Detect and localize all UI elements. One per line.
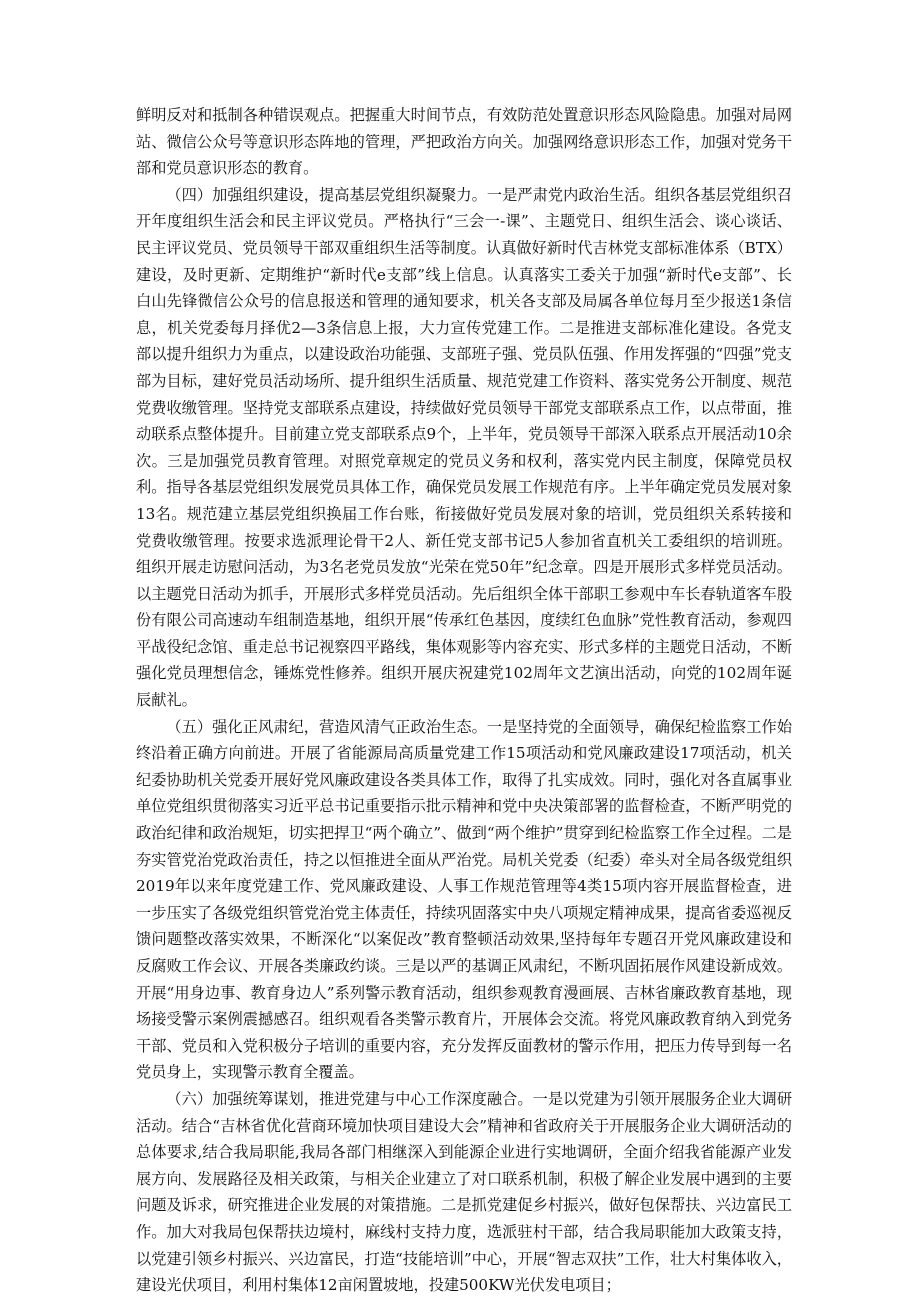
document-page (136, 102, 792, 1299)
paragraph-section-6-integration: （六）加强统筹谋划，推进党建与中心工作深度融合。一是以党建为引领开展服务企业大调研活动。结合“吉林省优化营商环境加快项目建设大会”精神和省政府关于开展服务企业大调研活动的总体要求,结合我局职能,我局各部门相继深入到能源企业进行实地调研，全面介绍我省能源产业发展方向、发展路径及相关政策，与相关企业建立了对口联系机制，积极了解企业发展中遇到的主要问题及诉求，研究推进企业发展的对策措施。二是抓党建促乡村振兴，做好包保帮扶、兴边富民工作。加大对我局包保帮扶边境村，麻线村支持力度，选派驻村干部，结合我局职能加大政策支持，以党建引领乡村振兴、兴边富民，打造“技能培训”中心，开展“智志双扶”工作，壮大村集体收入，建设光伏项目，利用村集体12亩闲置坡地，投建500KW光伏发电项目； (136, 1089, 792, 1295)
paragraph-1-continuation: 鲜明反对和抵制各种错误观点。把握重大时间节点，有效防范处置意识形态风险隐患。加强对局网站、微信公众号等意识形态阵地的管理，严把政治方向关。加强网络意识形态工作，加强对党务干部和党员意识形态的教育。 (136, 106, 792, 178)
paragraph-section-4-organization: （四）加强组织建设，提高基层党组织凝聚力。一是严肃党内政治生活。组织各基层党组织召开年度组织生活会和民主评议党员。严格执行“三会一-课”、主题党日、组织生活会、谈心谈话、民主评议党员、党员领导干部双重组织生活等制度。认真做好新时代吉林党支部标准体系（BTX）建设，及时更新、定期维护“新时代e支部”线上信息。认真落实工委关于加强“新时代e支部”、长白山先锋微信公众号的信息报送和管理的通知要求，机关各支部及局属各单位每月至少报送1条信息，机关党委每月择优2—3条信息上报，大力宣传党建工作。二是推进支部标准化建设。各党支部以提升组织力为重点，以建设政治功能强、支部班子强、党员队伍强、作用发挥强的“四强”党支部为目标，建好党员活动场所、提升组织生活质量、规范党建工作资料、落实党务公开制度、规范党费收缴管理。坚持党支部联系点建设，持续做好党员领导干部党支部联系点工作，以点带面，推动联系点整体提升。目前建立党支部联系点9个，上半年，党员领导干部深入联系点开展活动10余次。三是加强党员教育管理。对照党章规定的党员义务和权利，落实党内民主制度，保障党员权利。指导各基层党组织发展党员具体工作，确保党员发展工作规范有序。上半年确定党员发展对象13名。规范建立基层党组织换届工作台账，衔接做好党员发展对象的培训，党员组织关系转接和党费收缴管理。按要求选派理论骨干2人、新任党支部书记5人参加省直机关工委组织的培训班。组织开展走访慰问活动，为3名老党员发放“光荣在党50年”纪念章。四是开展形式多样党员活动。以主题党日活动为抓手，开展形式多样党员活动。先后组织全体干部职工参观中车长春轨道客车股份有限公司高速动车组制造基地，组织开展“传承红色基因，度续红色血脉”党性教育活动，参观四平战役纪念馆、重走总书记视察四平路线，集体观影等内容充实、形式多样的主题党日活动，不断强化党员理想信念，锤炼党性修养。组织开展庆祝建党102周年文艺演出活动，向党的102周年诞辰献礼。 (136, 185, 792, 710)
paragraph-section-5-discipline: （五）强化正风肃纪，营造风清气正政治生态。一是坚持党的全面领导，确保纪检监察工作始终沿着正确方向前进。开展了省能源局高质量党建工作15项活动和党风廉政建设17项活动，机关纪委协助机关党委开展好党风廉政建设各类具体工作，取得了扎实成效。同时，强化对各直属事业单位党组织贯彻落实习近平总书记重要指示批示精神和党中央决策部署的监督检查，不断严明党的政治纪律和政治规矩，切实把捍卫“两个确立”、做到“两个维护”贯穿到纪检监察工作全过程。二是夯实管党治党政治责任，持之以恒推进全面从严治党。局机关党委（纪委）牵头对全局各级党组织2019年以来年度党建工作、党风廉政建设、人事工作规范管理等4类15项内容开展监督检查，进一步压实了各级党组织管党治党主体责任，持续巩固落实中央八项规定精神成果，提高省委巡视反馈问题整改落实效果，不断深化“以案促改”教育整顿活动效果,坚持每年专题召开党风廉政建设和反腐败工作会议、开展各类廉政约谈。三是以严的基调正风肃纪，不断巩固拓展作风建设新成效。开展“用身边事、教育身边人”系列警示教育活动，组织参观教育漫画展、吉林省廉政教育基地，现场接受警示案例震撼感召。组织观看各类警示教育片，开展体会交流。将党风廉政教育纳入到党务干部、党员和入党积极分子培训的重要内容，充分发挥反面教材的警示作用，把压力传导到每一名党员身上，实现警示教育全覆盖。 (136, 717, 792, 1082)
